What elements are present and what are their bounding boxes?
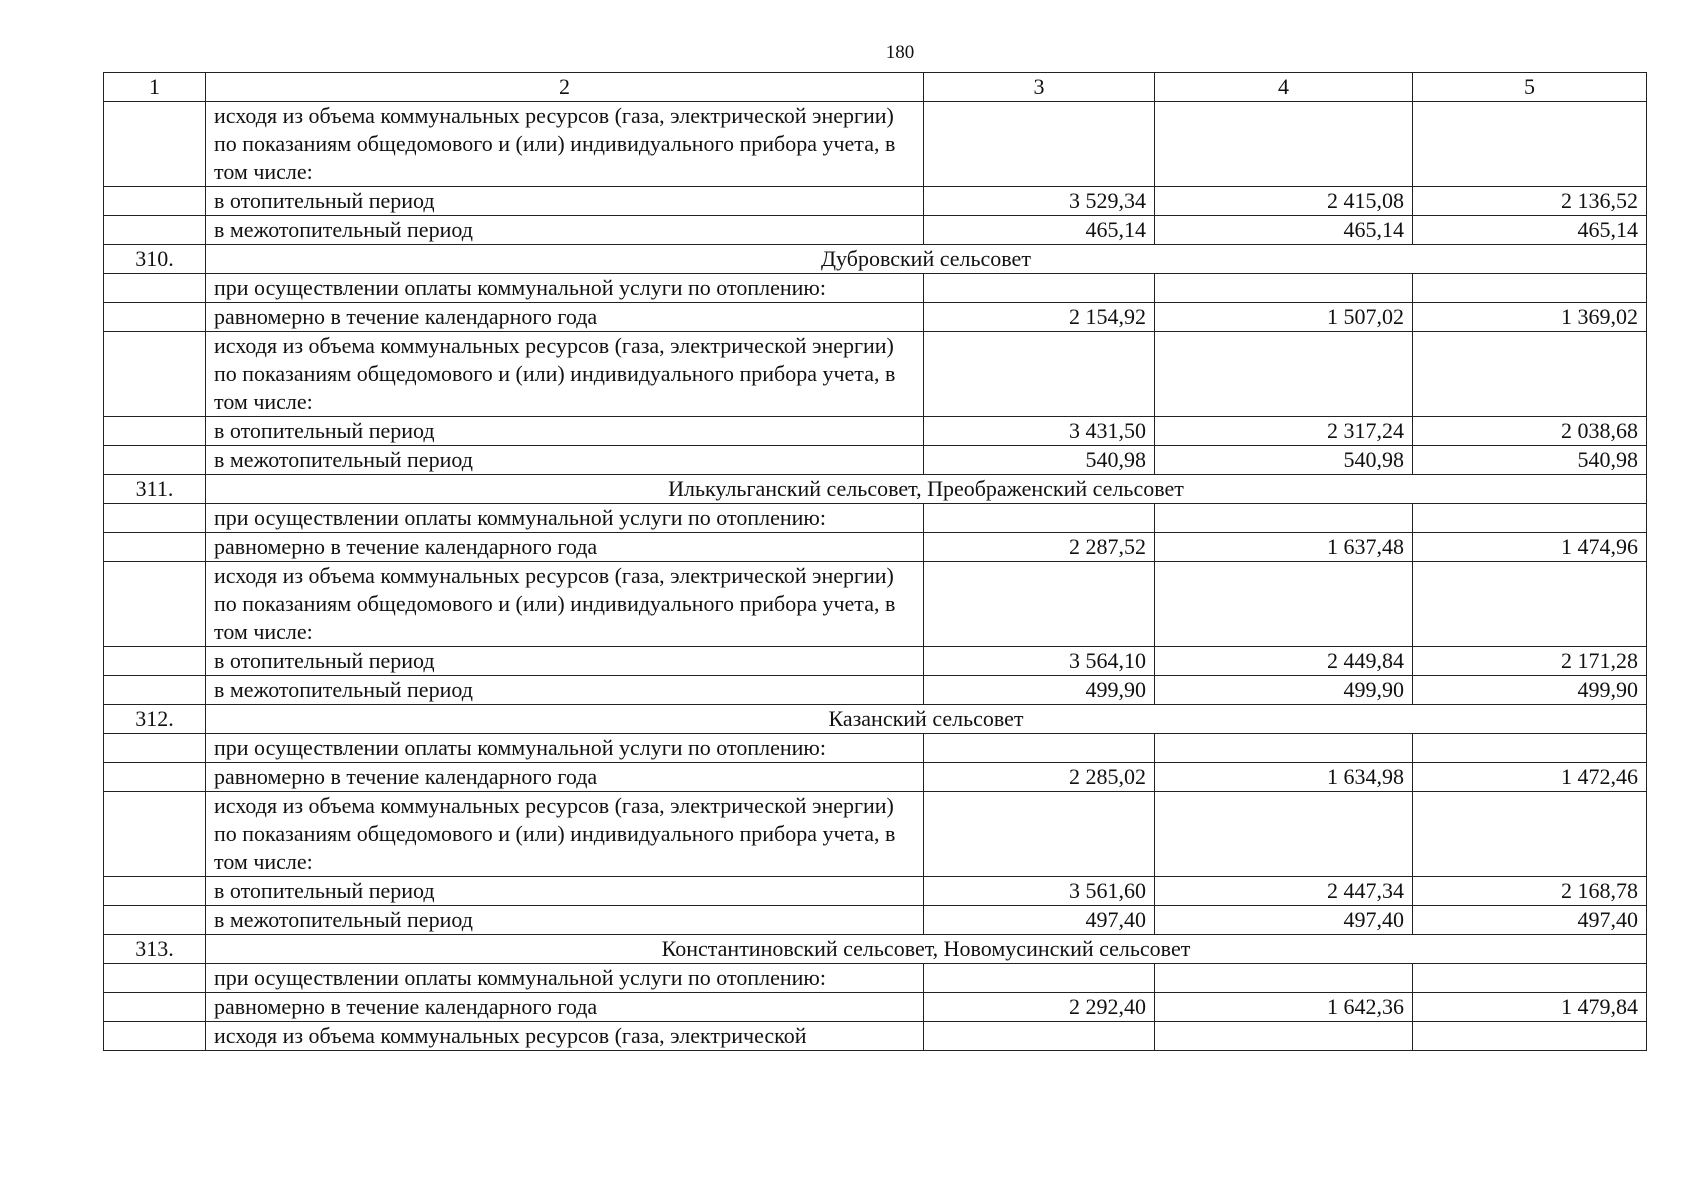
value-col-4: 1 637,48 (1155, 533, 1413, 562)
value-col-5 (1413, 504, 1647, 533)
table-row (104, 187, 1647, 216)
section-row (104, 245, 1647, 274)
header-col-2: 2 (206, 73, 924, 102)
row-number (104, 676, 206, 705)
value-col-4: 1 507,02 (1155, 303, 1413, 332)
value-col-3 (924, 964, 1155, 993)
value-col-3: 499,90 (924, 676, 1155, 705)
value-col-4: 540,98 (1155, 446, 1413, 475)
value-col-3 (924, 504, 1155, 533)
table-row (104, 274, 1647, 303)
value-col-4: 499,90 (1155, 676, 1413, 705)
table-row (104, 102, 1647, 187)
value-col-3: 3 564,10 (924, 647, 1155, 676)
value-col-4: 2 317,24 (1155, 417, 1413, 446)
value-col-5: 1 474,96 (1413, 533, 1647, 562)
row-description: в отопительный период (206, 647, 924, 676)
value-col-4 (1155, 504, 1413, 533)
row-description: исходя из объема коммунальных ресурсов (газа, электрической энергии) по показаниям общедомового и (или) индивидуального прибора учета, в том числе: (206, 562, 924, 647)
section-number: 311. (104, 475, 206, 504)
row-description: в межотопительный период (206, 216, 924, 245)
value-col-3: 3 529,34 (924, 187, 1155, 216)
table-row (104, 303, 1647, 332)
table-row (104, 792, 1647, 877)
value-col-3 (924, 562, 1155, 647)
value-col-4 (1155, 274, 1413, 303)
section-number: 313. (104, 935, 206, 964)
row-number (104, 906, 206, 935)
section-title: Дубровский сельсовет (206, 245, 1647, 274)
value-col-5: 499,90 (1413, 676, 1647, 705)
value-col-5: 1 472,46 (1413, 763, 1647, 792)
header-col-5: 5 (1413, 73, 1647, 102)
value-col-5 (1413, 1022, 1647, 1051)
row-description: исходя из объема коммунальных ресурсов (газа, электрической энергии) по показаниям общедомового и (или) индивидуального прибора учета, в том числе: (206, 332, 924, 417)
value-col-5: 465,14 (1413, 216, 1647, 245)
value-col-5 (1413, 792, 1647, 877)
row-number (104, 993, 206, 1022)
value-col-5: 2 171,28 (1413, 647, 1647, 676)
value-col-3: 540,98 (924, 446, 1155, 475)
row-number (104, 562, 206, 647)
row-description: при осуществлении оплаты коммунальной услуги по отоплению: (206, 964, 924, 993)
value-col-5: 2 038,68 (1413, 417, 1647, 446)
page-number: 180 (885, 42, 915, 63)
value-col-4 (1155, 1022, 1413, 1051)
row-number (104, 504, 206, 533)
value-col-4: 2 415,08 (1155, 187, 1413, 216)
row-description: в межотопительный период (206, 906, 924, 935)
value-col-5: 1 369,02 (1413, 303, 1647, 332)
value-col-5 (1413, 274, 1647, 303)
row-number (104, 303, 206, 332)
value-col-4: 1 642,36 (1155, 993, 1413, 1022)
row-number (104, 647, 206, 676)
header-col-3: 3 (924, 73, 1155, 102)
value-col-3 (924, 734, 1155, 763)
table-row (104, 647, 1647, 676)
row-description: исходя из объема коммунальных ресурсов (газа, электрической (206, 1022, 924, 1051)
table-row (104, 1022, 1647, 1051)
value-col-3 (924, 274, 1155, 303)
value-col-5: 540,98 (1413, 446, 1647, 475)
section-title: Илькульганский сельсовет, Преображенский сельсовет (206, 475, 1647, 504)
value-col-4 (1155, 562, 1413, 647)
value-col-4: 2 447,34 (1155, 877, 1413, 906)
header-col-4: 4 (1155, 73, 1413, 102)
row-description: при осуществлении оплаты коммунальной услуги по отоплению: (206, 274, 924, 303)
table-body (104, 73, 1647, 1051)
value-col-5 (1413, 332, 1647, 417)
value-col-4 (1155, 332, 1413, 417)
table-row (104, 877, 1647, 906)
value-col-4 (1155, 102, 1413, 187)
row-description: равномерно в течение календарного года (206, 763, 924, 792)
row-description: в отопительный период (206, 417, 924, 446)
row-number (104, 877, 206, 906)
value-col-3 (924, 792, 1155, 877)
value-col-5: 2 168,78 (1413, 877, 1647, 906)
value-col-4 (1155, 964, 1413, 993)
table-row (104, 417, 1647, 446)
row-description: при осуществлении оплаты коммунальной услуги по отоплению: (206, 504, 924, 533)
section-row (104, 935, 1647, 964)
table-row (104, 676, 1647, 705)
value-col-3: 2 292,40 (924, 993, 1155, 1022)
section-row (104, 705, 1647, 734)
section-row (104, 475, 1647, 504)
value-col-5: 2 136,52 (1413, 187, 1647, 216)
row-number (104, 274, 206, 303)
row-description: в отопительный период (206, 187, 924, 216)
value-col-3: 2 285,02 (924, 763, 1155, 792)
table-row (104, 964, 1647, 993)
table-row (104, 993, 1647, 1022)
row-description: при осуществлении оплаты коммунальной услуги по отоплению: (206, 734, 924, 763)
header-col-1: 1 (104, 73, 206, 102)
tariff-table (103, 72, 1647, 1051)
row-description: равномерно в течение календарного года (206, 303, 924, 332)
value-col-5 (1413, 734, 1647, 763)
header-row (104, 73, 1647, 102)
section-number: 310. (104, 245, 206, 274)
value-col-4: 497,40 (1155, 906, 1413, 935)
table-row (104, 332, 1647, 417)
row-number (104, 792, 206, 877)
value-col-3 (924, 332, 1155, 417)
row-description: в межотопительный период (206, 446, 924, 475)
row-number (104, 216, 206, 245)
value-col-3: 3 431,50 (924, 417, 1155, 446)
table-row (104, 763, 1647, 792)
row-number (104, 763, 206, 792)
row-description: в межотопительный период (206, 676, 924, 705)
row-number (104, 102, 206, 187)
table-row (104, 533, 1647, 562)
row-number (104, 964, 206, 993)
value-col-3: 497,40 (924, 906, 1155, 935)
row-number (104, 446, 206, 475)
value-col-3: 3 561,60 (924, 877, 1155, 906)
value-col-5 (1413, 102, 1647, 187)
row-number (104, 533, 206, 562)
table-row (104, 562, 1647, 647)
row-description: исходя из объема коммунальных ресурсов (газа, электрической энергии) по показаниям общедомового и (или) индивидуального прибора учета, в том числе: (206, 102, 924, 187)
row-description: равномерно в течение календарного года (206, 993, 924, 1022)
section-title: Казанский сельсовет (206, 705, 1647, 734)
section-title: Константиновский сельсовет, Новомусинский сельсовет (206, 935, 1647, 964)
value-col-4 (1155, 792, 1413, 877)
value-col-5 (1413, 562, 1647, 647)
value-col-3 (924, 1022, 1155, 1051)
value-col-4: 1 634,98 (1155, 763, 1413, 792)
value-col-4: 2 449,84 (1155, 647, 1413, 676)
value-col-4 (1155, 734, 1413, 763)
value-col-5: 497,40 (1413, 906, 1647, 935)
row-number (104, 187, 206, 216)
value-col-5: 1 479,84 (1413, 993, 1647, 1022)
table-row (104, 734, 1647, 763)
row-description: равномерно в течение календарного года (206, 533, 924, 562)
value-col-3: 465,14 (924, 216, 1155, 245)
value-col-3: 2 287,52 (924, 533, 1155, 562)
row-description: в отопительный период (206, 877, 924, 906)
row-description: исходя из объема коммунальных ресурсов (газа, электрической энергии) по показаниям общедомового и (или) индивидуального прибора учета, в том числе: (206, 792, 924, 877)
table-row (104, 216, 1647, 245)
row-number (104, 734, 206, 763)
row-number (104, 332, 206, 417)
value-col-3: 2 154,92 (924, 303, 1155, 332)
table-row (104, 504, 1647, 533)
section-number: 312. (104, 705, 206, 734)
table-row (104, 906, 1647, 935)
row-number (104, 417, 206, 446)
value-col-3 (924, 102, 1155, 187)
value-col-4: 465,14 (1155, 216, 1413, 245)
value-col-5 (1413, 964, 1647, 993)
table-row (104, 446, 1647, 475)
row-number (104, 1022, 206, 1051)
